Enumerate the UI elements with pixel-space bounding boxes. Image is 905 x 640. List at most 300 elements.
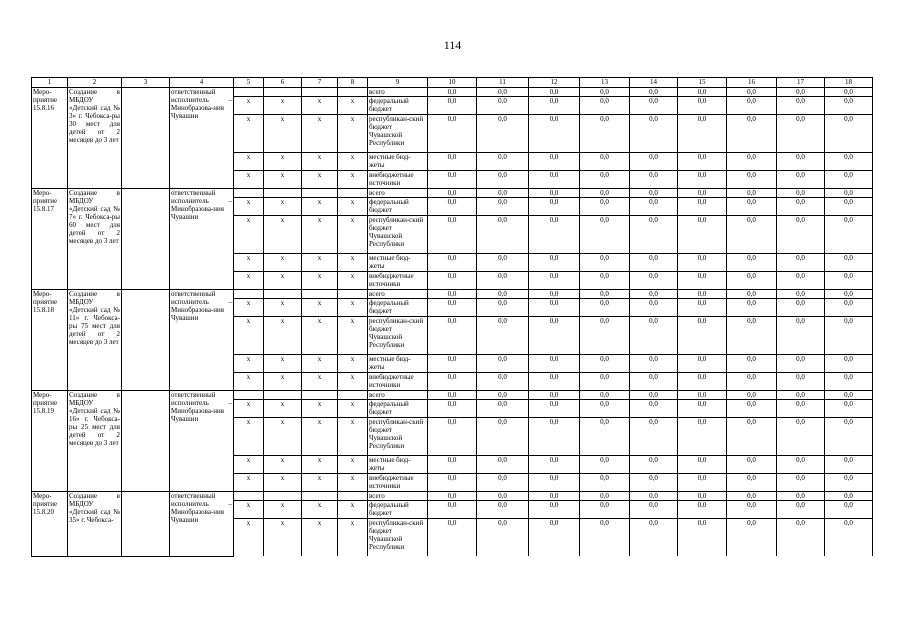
value-cell-col-13: 0,0 — [580, 88, 630, 97]
value-cell-col-12: 0,0 — [529, 418, 580, 456]
value-cell-col-15: 0,0 — [678, 391, 727, 400]
value-cell-col-12: 0,0 — [529, 456, 580, 474]
value-cell-col-14: 0,0 — [630, 153, 678, 171]
value-cell-col-17: 0,0 — [777, 290, 825, 299]
funding-source: местные бюд-жеты — [368, 153, 428, 171]
value-cell-col-17: 0,0 — [777, 373, 825, 391]
value-cell-col-14: 0,0 — [630, 456, 678, 474]
value-cell-col-10: 0,0 — [428, 290, 477, 299]
column-number-3: 3 — [122, 78, 170, 88]
code-cell-col-6: х — [264, 501, 302, 519]
value-cell-col-13: 0,0 — [580, 254, 630, 272]
code-cell-col-5: х — [234, 474, 264, 492]
code-cell-col-7: х — [302, 216, 338, 254]
value-cell-col-10: 0,0 — [428, 501, 477, 519]
page-number: 114 — [443, 38, 462, 52]
value-cell-col-15: 0,0 — [678, 492, 727, 501]
value-cell-col-15: 0,0 — [678, 198, 727, 216]
value-cell-col-15: 0,0 — [678, 299, 727, 317]
value-cell-col-14: 0,0 — [630, 171, 678, 189]
value-cell-col-16: 0,0 — [727, 290, 777, 299]
code-cell-col-8: х — [338, 519, 368, 557]
value-cell-col-18: 0,0 — [825, 373, 873, 391]
code-cell-col-8: х — [338, 153, 368, 171]
funding-source: всего — [368, 88, 428, 97]
column-number-13: 13 — [580, 78, 630, 88]
code-cell-col-8: х — [338, 400, 368, 418]
value-cell-col-16: 0,0 — [727, 272, 777, 290]
code-cell-col-5: х — [234, 400, 264, 418]
column-number-16: 16 — [727, 78, 777, 88]
code-cell-col-8: х — [338, 373, 368, 391]
value-cell-col-16: 0,0 — [727, 97, 777, 115]
value-cell-col-17: 0,0 — [777, 317, 825, 355]
value-cell-col-12: 0,0 — [529, 474, 580, 492]
value-cell-col-18: 0,0 — [825, 400, 873, 418]
value-cell-col-11: 0,0 — [477, 88, 529, 97]
value-cell-col-16: 0,0 — [727, 474, 777, 492]
code-cell-col-6: х — [264, 198, 302, 216]
code-cell-col-6: х — [264, 254, 302, 272]
empty-column-3 — [122, 391, 170, 492]
code-cell-col-6: х — [264, 519, 302, 557]
code-cell-col-5 — [234, 189, 264, 198]
value-cell-col-14: 0,0 — [630, 519, 678, 557]
code-cell-col-7: х — [302, 400, 338, 418]
funding-source: республикан-ский бюджет Чувашской Республики — [368, 418, 428, 456]
table-row — [32, 290, 873, 299]
value-cell-col-12: 0,0 — [529, 317, 580, 355]
value-cell-col-12: 0,0 — [529, 189, 580, 198]
value-cell-col-12: 0,0 — [529, 198, 580, 216]
value-cell-col-10: 0,0 — [428, 492, 477, 501]
value-cell-col-10: 0,0 — [428, 198, 477, 216]
value-cell-col-12: 0,0 — [529, 373, 580, 391]
value-cell-col-15: 0,0 — [678, 97, 727, 115]
value-cell-col-12: 0,0 — [529, 391, 580, 400]
funding-source: всего — [368, 189, 428, 198]
value-cell-col-10: 0,0 — [428, 97, 477, 115]
value-cell-col-18: 0,0 — [825, 115, 873, 153]
code-cell-col-8: х — [338, 198, 368, 216]
value-cell-col-10: 0,0 — [428, 189, 477, 198]
value-cell-col-16: 0,0 — [727, 355, 777, 373]
value-cell-col-15: 0,0 — [678, 115, 727, 153]
executor-cell: ответственный исполнитель – Минобразова-ния Чувашии — [170, 290, 234, 391]
value-cell-col-10: 0,0 — [428, 254, 477, 272]
value-cell-col-10: 0,0 — [428, 317, 477, 355]
value-cell-col-17: 0,0 — [777, 254, 825, 272]
table-row — [32, 391, 873, 400]
code-cell-col-7: х — [302, 474, 338, 492]
value-cell-col-18: 0,0 — [825, 492, 873, 501]
code-cell-col-8: х — [338, 474, 368, 492]
code-cell-col-7 — [302, 391, 338, 400]
value-cell-col-11: 0,0 — [477, 198, 529, 216]
value-cell-col-11: 0,0 — [477, 299, 529, 317]
value-cell-col-14: 0,0 — [630, 317, 678, 355]
funding-source: всего — [368, 290, 428, 299]
value-cell-col-17: 0,0 — [777, 198, 825, 216]
funding-source: федеральный бюджет — [368, 400, 428, 418]
value-cell-col-12: 0,0 — [529, 171, 580, 189]
value-cell-col-13: 0,0 — [580, 299, 630, 317]
code-cell-col-6: х — [264, 456, 302, 474]
column-number-9: 9 — [368, 78, 428, 88]
code-cell-col-6: х — [264, 299, 302, 317]
value-cell-col-11: 0,0 — [477, 373, 529, 391]
code-cell-col-7: х — [302, 299, 338, 317]
value-cell-col-18: 0,0 — [825, 299, 873, 317]
value-cell-col-10: 0,0 — [428, 88, 477, 97]
code-cell-col-7: х — [302, 501, 338, 519]
value-cell-col-12: 0,0 — [529, 400, 580, 418]
table-row — [32, 189, 873, 198]
column-number-12: 12 — [529, 78, 580, 88]
funding-source: республикан-ский бюджет Чувашской Республики — [368, 115, 428, 153]
value-cell-col-18: 0,0 — [825, 216, 873, 254]
code-cell-col-6: х — [264, 317, 302, 355]
measure-description: Создание в МБДОУ «Детский сад № 7» г. Чебокса-ры 60 мест для детей от 2 месяцев до 3 лет — [68, 189, 122, 290]
code-cell-col-6: х — [264, 418, 302, 456]
value-cell-col-16: 0,0 — [727, 501, 777, 519]
value-cell-col-14: 0,0 — [630, 474, 678, 492]
value-cell-col-16: 0,0 — [727, 299, 777, 317]
column-number-18: 18 — [825, 78, 873, 88]
column-number-4: 4 — [170, 78, 234, 88]
code-cell-col-8: х — [338, 355, 368, 373]
value-cell-col-13: 0,0 — [580, 189, 630, 198]
code-cell-col-6 — [264, 290, 302, 299]
funding-source: внебюджетные источники — [368, 272, 428, 290]
value-cell-col-10: 0,0 — [428, 474, 477, 492]
column-number-6: 6 — [264, 78, 302, 88]
code-cell-col-8: х — [338, 456, 368, 474]
value-cell-col-10: 0,0 — [428, 519, 477, 557]
value-cell-col-13: 0,0 — [580, 153, 630, 171]
column-number-1: 1 — [32, 78, 68, 88]
value-cell-col-13: 0,0 — [580, 492, 630, 501]
value-cell-col-12: 0,0 — [529, 355, 580, 373]
value-cell-col-10: 0,0 — [428, 456, 477, 474]
code-cell-col-5: х — [234, 171, 264, 189]
value-cell-col-10: 0,0 — [428, 115, 477, 153]
value-cell-col-13: 0,0 — [580, 115, 630, 153]
value-cell-col-16: 0,0 — [727, 492, 777, 501]
funding-source: всего — [368, 391, 428, 400]
value-cell-col-17: 0,0 — [777, 216, 825, 254]
value-cell-col-14: 0,0 — [630, 299, 678, 317]
code-cell-col-5: х — [234, 418, 264, 456]
column-number-2: 2 — [68, 78, 122, 88]
value-cell-col-10: 0,0 — [428, 373, 477, 391]
value-cell-col-17: 0,0 — [777, 519, 825, 557]
value-cell-col-16: 0,0 — [727, 198, 777, 216]
column-number-17: 17 — [777, 78, 825, 88]
column-number-8: 8 — [338, 78, 368, 88]
column-number-5: 5 — [234, 78, 264, 88]
value-cell-col-15: 0,0 — [678, 317, 727, 355]
value-cell-col-17: 0,0 — [777, 501, 825, 519]
value-cell-col-18: 0,0 — [825, 97, 873, 115]
value-cell-col-16: 0,0 — [727, 254, 777, 272]
code-cell-col-5: х — [234, 456, 264, 474]
code-cell-col-7: х — [302, 153, 338, 171]
code-cell-col-7 — [302, 290, 338, 299]
value-cell-col-16: 0,0 — [727, 391, 777, 400]
code-cell-col-6 — [264, 189, 302, 198]
code-cell-col-8 — [338, 391, 368, 400]
value-cell-col-17: 0,0 — [777, 88, 825, 97]
value-cell-col-11: 0,0 — [477, 189, 529, 198]
funding-source: федеральный бюджет — [368, 97, 428, 115]
table-row — [32, 88, 873, 97]
value-cell-col-15: 0,0 — [678, 355, 727, 373]
executor-cell: ответственный исполнитель – Минобразова-ния Чувашии — [170, 492, 234, 557]
value-cell-col-11: 0,0 — [477, 391, 529, 400]
value-cell-col-13: 0,0 — [580, 317, 630, 355]
value-cell-col-16: 0,0 — [727, 88, 777, 97]
code-cell-col-8: х — [338, 299, 368, 317]
value-cell-col-12: 0,0 — [529, 272, 580, 290]
executor-cell: ответственный исполнитель – Минобразова-ния Чувашии — [170, 88, 234, 189]
code-cell-col-5: х — [234, 153, 264, 171]
value-cell-col-11: 0,0 — [477, 171, 529, 189]
code-cell-col-6: х — [264, 216, 302, 254]
value-cell-col-17: 0,0 — [777, 299, 825, 317]
value-cell-col-15: 0,0 — [678, 290, 727, 299]
value-cell-col-16: 0,0 — [727, 317, 777, 355]
value-cell-col-16: 0,0 — [727, 519, 777, 557]
value-cell-col-11: 0,0 — [477, 519, 529, 557]
value-cell-col-16: 0,0 — [727, 171, 777, 189]
code-cell-col-7: х — [302, 418, 338, 456]
code-cell-col-5 — [234, 492, 264, 501]
code-cell-col-6: х — [264, 272, 302, 290]
funding-source: местные бюд-жеты — [368, 456, 428, 474]
code-cell-col-8: х — [338, 501, 368, 519]
code-cell-col-5: х — [234, 216, 264, 254]
code-cell-col-6 — [264, 492, 302, 501]
code-cell-col-6: х — [264, 474, 302, 492]
value-cell-col-12: 0,0 — [529, 501, 580, 519]
value-cell-col-13: 0,0 — [580, 391, 630, 400]
code-cell-col-5: х — [234, 198, 264, 216]
value-cell-col-13: 0,0 — [580, 474, 630, 492]
code-cell-col-5: х — [234, 254, 264, 272]
value-cell-col-18: 0,0 — [825, 501, 873, 519]
value-cell-col-13: 0,0 — [580, 501, 630, 519]
value-cell-col-16: 0,0 — [727, 373, 777, 391]
value-cell-col-15: 0,0 — [678, 189, 727, 198]
executor-cell: ответственный исполнитель – Минобразова-ния Чувашии — [170, 189, 234, 290]
code-cell-col-7: х — [302, 317, 338, 355]
value-cell-col-10: 0,0 — [428, 299, 477, 317]
value-cell-col-11: 0,0 — [477, 317, 529, 355]
value-cell-col-14: 0,0 — [630, 216, 678, 254]
value-cell-col-18: 0,0 — [825, 317, 873, 355]
value-cell-col-18: 0,0 — [825, 391, 873, 400]
code-cell-col-8: х — [338, 254, 368, 272]
value-cell-col-11: 0,0 — [477, 216, 529, 254]
value-cell-col-13: 0,0 — [580, 519, 630, 557]
value-cell-col-12: 0,0 — [529, 254, 580, 272]
value-cell-col-13: 0,0 — [580, 355, 630, 373]
value-cell-col-18: 0,0 — [825, 474, 873, 492]
value-cell-col-17: 0,0 — [777, 400, 825, 418]
value-cell-col-13: 0,0 — [580, 373, 630, 391]
measure-label: Меро-приятие 15.8.20 — [32, 492, 68, 557]
code-cell-col-7: х — [302, 373, 338, 391]
funding-source: внебюджетные источники — [368, 171, 428, 189]
value-cell-col-14: 0,0 — [630, 418, 678, 456]
measure-label: Меро-приятие 15.8.19 — [32, 391, 68, 492]
value-cell-col-18: 0,0 — [825, 290, 873, 299]
measure-label: Меро-приятие 15.8.16 — [32, 88, 68, 189]
funding-source: местные бюд-жеты — [368, 355, 428, 373]
value-cell-col-11: 0,0 — [477, 115, 529, 153]
value-cell-col-11: 0,0 — [477, 254, 529, 272]
value-cell-col-12: 0,0 — [529, 88, 580, 97]
value-cell-col-17: 0,0 — [777, 391, 825, 400]
code-cell-col-7: х — [302, 198, 338, 216]
code-cell-col-5: х — [234, 115, 264, 153]
value-cell-col-14: 0,0 — [630, 97, 678, 115]
value-cell-col-15: 0,0 — [678, 171, 727, 189]
funding-source: республикан-ский бюджет Чувашской Республики — [368, 216, 428, 254]
measure-description: Создание в МБДОУ «Детский сад № 16» г. Чебокса-ры 25 мест для детей от 2 месяцев до 3 лет — [68, 391, 122, 492]
table-row — [32, 492, 873, 501]
value-cell-col-14: 0,0 — [630, 492, 678, 501]
code-cell-col-5 — [234, 290, 264, 299]
value-cell-col-18: 0,0 — [825, 418, 873, 456]
code-cell-col-6: х — [264, 97, 302, 115]
value-cell-col-13: 0,0 — [580, 216, 630, 254]
code-cell-col-7 — [302, 189, 338, 198]
funding-source: республикан-ский бюджет Чувашской Республики — [368, 317, 428, 355]
measure-label: Меро-приятие 15.8.18 — [32, 290, 68, 391]
header-row — [32, 78, 873, 88]
value-cell-col-11: 0,0 — [477, 400, 529, 418]
code-cell-col-7 — [302, 492, 338, 501]
funding-source: федеральный бюджет — [368, 198, 428, 216]
value-cell-col-17: 0,0 — [777, 189, 825, 198]
value-cell-col-11: 0,0 — [477, 501, 529, 519]
value-cell-col-18: 0,0 — [825, 171, 873, 189]
value-cell-col-14: 0,0 — [630, 254, 678, 272]
code-cell-col-5: х — [234, 501, 264, 519]
value-cell-col-13: 0,0 — [580, 97, 630, 115]
value-cell-col-13: 0,0 — [580, 198, 630, 216]
value-cell-col-13: 0,0 — [580, 400, 630, 418]
value-cell-col-13: 0,0 — [580, 171, 630, 189]
code-cell-col-8: х — [338, 216, 368, 254]
value-cell-col-14: 0,0 — [630, 198, 678, 216]
value-cell-col-11: 0,0 — [477, 456, 529, 474]
value-cell-col-17: 0,0 — [777, 456, 825, 474]
code-cell-col-7: х — [302, 272, 338, 290]
empty-column-3 — [122, 88, 170, 189]
funding-source: республикан-ский бюджет Чувашской Республики — [368, 519, 428, 557]
code-cell-col-7: х — [302, 97, 338, 115]
value-cell-col-10: 0,0 — [428, 216, 477, 254]
column-number-15: 15 — [678, 78, 727, 88]
code-cell-col-6 — [264, 88, 302, 97]
value-cell-col-12: 0,0 — [529, 492, 580, 501]
code-cell-col-5: х — [234, 97, 264, 115]
value-cell-col-11: 0,0 — [477, 492, 529, 501]
value-cell-col-13: 0,0 — [580, 418, 630, 456]
funding-source: местные бюд-жеты — [368, 254, 428, 272]
value-cell-col-16: 0,0 — [727, 456, 777, 474]
value-cell-col-12: 0,0 — [529, 290, 580, 299]
code-cell-col-5: х — [234, 373, 264, 391]
code-cell-col-6: х — [264, 153, 302, 171]
value-cell-col-10: 0,0 — [428, 272, 477, 290]
code-cell-col-8 — [338, 290, 368, 299]
value-cell-col-16: 0,0 — [727, 216, 777, 254]
code-cell-col-8: х — [338, 115, 368, 153]
value-cell-col-12: 0,0 — [529, 115, 580, 153]
code-cell-col-8: х — [338, 272, 368, 290]
value-cell-col-12: 0,0 — [529, 153, 580, 171]
value-cell-col-18: 0,0 — [825, 198, 873, 216]
code-cell-col-8: х — [338, 171, 368, 189]
value-cell-col-16: 0,0 — [727, 153, 777, 171]
value-cell-col-17: 0,0 — [777, 418, 825, 456]
value-cell-col-16: 0,0 — [727, 418, 777, 456]
value-cell-col-12: 0,0 — [529, 97, 580, 115]
value-cell-col-14: 0,0 — [630, 391, 678, 400]
code-cell-col-8: х — [338, 97, 368, 115]
code-cell-col-6: х — [264, 115, 302, 153]
value-cell-col-17: 0,0 — [777, 115, 825, 153]
empty-column-3 — [122, 189, 170, 290]
code-cell-col-6: х — [264, 400, 302, 418]
empty-column-3 — [122, 290, 170, 391]
value-cell-col-13: 0,0 — [580, 272, 630, 290]
value-cell-col-10: 0,0 — [428, 171, 477, 189]
value-cell-col-14: 0,0 — [630, 115, 678, 153]
code-cell-col-6 — [264, 391, 302, 400]
value-cell-col-14: 0,0 — [630, 355, 678, 373]
value-cell-col-15: 0,0 — [678, 272, 727, 290]
value-cell-col-10: 0,0 — [428, 355, 477, 373]
value-cell-col-11: 0,0 — [477, 153, 529, 171]
value-cell-col-16: 0,0 — [727, 400, 777, 418]
value-cell-col-18: 0,0 — [825, 272, 873, 290]
code-cell-col-6: х — [264, 373, 302, 391]
value-cell-col-17: 0,0 — [777, 492, 825, 501]
value-cell-col-13: 0,0 — [580, 290, 630, 299]
funding-source: федеральный бюджет — [368, 501, 428, 519]
measure-label: Меро-приятие 15.8.17 — [32, 189, 68, 290]
value-cell-col-10: 0,0 — [428, 400, 477, 418]
value-cell-col-14: 0,0 — [630, 272, 678, 290]
value-cell-col-16: 0,0 — [727, 189, 777, 198]
value-cell-col-15: 0,0 — [678, 474, 727, 492]
value-cell-col-15: 0,0 — [678, 400, 727, 418]
funding-source: всего — [368, 492, 428, 501]
value-cell-col-14: 0,0 — [630, 501, 678, 519]
value-cell-col-18: 0,0 — [825, 519, 873, 557]
value-cell-col-14: 0,0 — [630, 189, 678, 198]
empty-column-3 — [122, 492, 170, 557]
value-cell-col-15: 0,0 — [678, 216, 727, 254]
value-cell-col-18: 0,0 — [825, 254, 873, 272]
value-cell-col-17: 0,0 — [777, 272, 825, 290]
executor-cell: ответственный исполнитель – Минобразова-ния Чувашии — [170, 391, 234, 492]
